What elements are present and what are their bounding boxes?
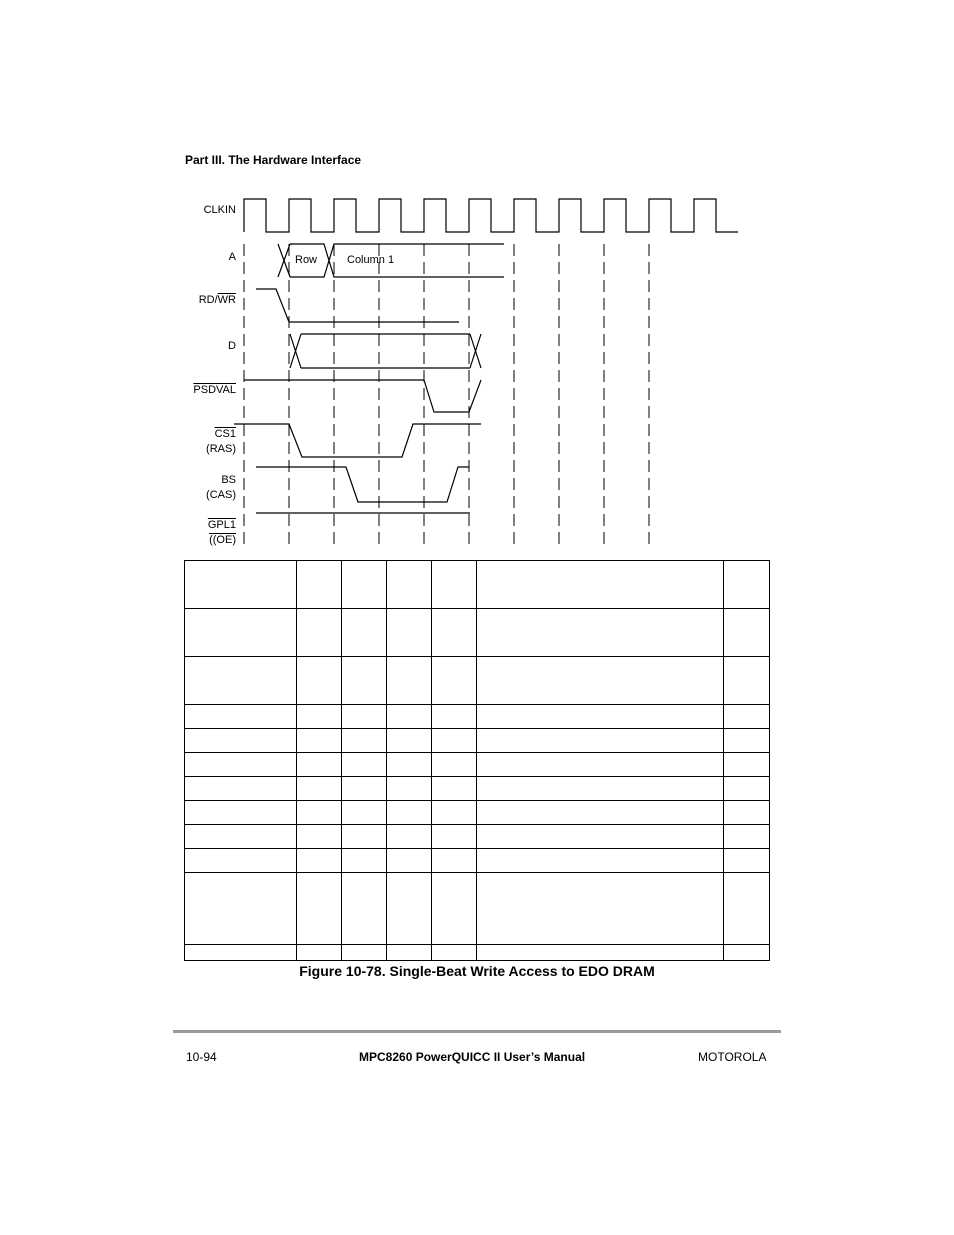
table-row (185, 801, 770, 825)
signal-label-psdval: PSDVAL (193, 384, 236, 396)
bs-waveform (256, 467, 469, 502)
table-row (185, 705, 770, 729)
signal-label-rd-wr: $RD/\overline{WR}$ (198, 294, 236, 306)
table-row (185, 657, 770, 705)
table-row (185, 873, 770, 945)
footer-manual-title: MPC8260 PowerQUICC II User’s Manual (359, 1050, 586, 1064)
signal-label-cs1-ras: CS1 (RAS) (206, 428, 236, 455)
footer-rule (173, 1030, 781, 1033)
table-row (185, 777, 770, 801)
signal-label-clkin: CLKIN (203, 204, 236, 216)
table-row (185, 849, 770, 873)
figure-caption: Figure 10-78. Single-Beat Write Access to EDO DRAM (299, 963, 655, 979)
table-row (185, 561, 770, 609)
signal-label-d: D (228, 340, 236, 352)
psdval-waveform (244, 380, 481, 412)
uprogram-table (184, 560, 770, 961)
signal-label-a: A (228, 251, 236, 263)
cs1-waveform (234, 424, 481, 457)
data-bus-waveform (290, 334, 481, 368)
footer-page-number: 10-94 (186, 1050, 217, 1064)
signal-label-gpl1-oe: GPL1 ((OE) (207, 519, 236, 546)
timing-diagram (0, 0, 954, 560)
table-row (185, 945, 770, 961)
bus-label-row: Row (295, 254, 318, 266)
rd-wr-waveform (256, 289, 459, 322)
clkin-waveform (244, 199, 738, 232)
cycle-guide-lines (244, 244, 649, 550)
table-row (185, 753, 770, 777)
table-row (185, 825, 770, 849)
table-row (185, 729, 770, 753)
table-row (185, 609, 770, 657)
bus-label-column: Column 1 (347, 254, 395, 266)
footer-company: MOTOROLA (698, 1050, 767, 1064)
part-header: Part III. The Hardware Interface (185, 153, 362, 167)
signal-label-bs-cas: BS (CAS) (206, 474, 236, 501)
